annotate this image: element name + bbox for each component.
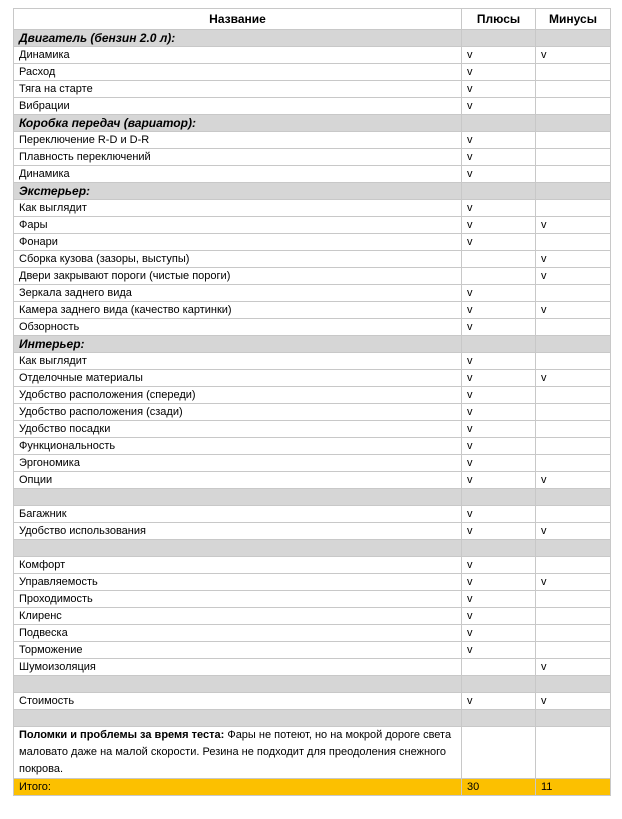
row-name: Удобство расположения (сзади) (14, 404, 462, 421)
row-name: Камера заднего вида (качество картинки) (14, 302, 462, 319)
evaluation-table (13, 8, 611, 796)
table-body (14, 30, 611, 727)
minus-mark: v (536, 47, 611, 64)
plus-mark: v (462, 438, 536, 455)
minus-mark (536, 625, 611, 642)
row-name: Комфорт (14, 557, 462, 574)
row-name: Сборка кузова (зазоры, выступы) (14, 251, 462, 268)
table-row (14, 472, 611, 489)
plus-mark: v (462, 421, 536, 438)
plus-mark: v (462, 574, 536, 591)
plus-mark: v (462, 472, 536, 489)
minus-mark (536, 387, 611, 404)
minus-mark: v (536, 251, 611, 268)
minus-mark (536, 353, 611, 370)
plus-mark: v (462, 642, 536, 659)
minus-mark: v (536, 523, 611, 540)
plus-mark: v (462, 47, 536, 64)
row-name: Зеркала заднего вида (14, 285, 462, 302)
row-name: Стоимость (14, 693, 462, 710)
minus-mark: v (536, 217, 611, 234)
table-row (14, 387, 611, 404)
plus-mark: v (462, 132, 536, 149)
section-title: Интерьер: (14, 336, 462, 353)
minus-mark (536, 608, 611, 625)
notes-text: Фары не потеют, но на мокрой дороге света маловато даже на малой скорости. Резина не подходит для преодоления снежного покрова. (19, 729, 452, 775)
notes-label: Поломки и проблемы за время теста: (19, 729, 225, 741)
total-label: Итого: (14, 779, 462, 796)
table-row (14, 268, 611, 285)
plus-mark: v (462, 234, 536, 251)
table-row (14, 659, 611, 676)
section-row (14, 115, 611, 132)
minus-mark (536, 557, 611, 574)
plus-mark: v (462, 149, 536, 166)
row-name: Тяга на старте (14, 81, 462, 98)
blank-row (14, 710, 611, 727)
row-name: Функциональность (14, 438, 462, 455)
row-name: Проходимость (14, 591, 462, 608)
minus-mark (536, 200, 611, 217)
minus-mark (536, 404, 611, 421)
row-name: Как выглядит (14, 200, 462, 217)
table-row (14, 608, 611, 625)
table-row (14, 557, 611, 574)
row-name: Фары (14, 217, 462, 234)
table-row (14, 149, 611, 166)
plus-mark: v (462, 370, 536, 387)
minus-mark: v (536, 268, 611, 285)
row-name: Торможение (14, 642, 462, 659)
plus-mark: v (462, 166, 536, 183)
row-name: Шумоизоляция (14, 659, 462, 676)
row-name: Удобство посадки (14, 421, 462, 438)
table-row (14, 234, 611, 251)
row-name: Обзорность (14, 319, 462, 336)
section-row (14, 336, 611, 353)
table-row (14, 523, 611, 540)
plus-mark: v (462, 81, 536, 98)
minus-mark (536, 166, 611, 183)
row-name: Эргономика (14, 455, 462, 472)
minus-mark (536, 591, 611, 608)
header-name: Название (14, 9, 462, 30)
table-row (14, 98, 611, 115)
plus-mark: v (462, 625, 536, 642)
minus-mark (536, 149, 611, 166)
plus-mark: v (462, 506, 536, 523)
table-row (14, 285, 611, 302)
table-row (14, 574, 611, 591)
plus-mark: v (462, 693, 536, 710)
header-minus: Минусы (536, 9, 611, 30)
row-name: Переключение R-D и D-R (14, 132, 462, 149)
minus-mark: v (536, 472, 611, 489)
minus-mark: v (536, 659, 611, 676)
plus-mark (462, 659, 536, 676)
table-row (14, 421, 611, 438)
row-name: Как выглядит (14, 353, 462, 370)
row-name: Удобство расположения (спереди) (14, 387, 462, 404)
row-name: Багажник (14, 506, 462, 523)
row-name: Отделочные материалы (14, 370, 462, 387)
plus-mark: v (462, 98, 536, 115)
table-row (14, 64, 611, 81)
blank-row (14, 489, 611, 506)
notes-row (14, 727, 611, 779)
minus-mark (536, 81, 611, 98)
plus-mark: v (462, 455, 536, 472)
table-row (14, 251, 611, 268)
total-row (14, 779, 611, 796)
table-row (14, 353, 611, 370)
total-minus: 11 (536, 779, 611, 796)
minus-mark (536, 319, 611, 336)
table-row (14, 625, 611, 642)
row-name: Динамика (14, 47, 462, 64)
row-name: Плавность переключений (14, 149, 462, 166)
table-row (14, 455, 611, 472)
row-name: Клиренс (14, 608, 462, 625)
row-name: Вибрации (14, 98, 462, 115)
table-row (14, 506, 611, 523)
row-name: Расход (14, 64, 462, 81)
minus-mark: v (536, 370, 611, 387)
minus-mark (536, 642, 611, 659)
row-name: Опции (14, 472, 462, 489)
table-row (14, 438, 611, 455)
plus-mark: v (462, 608, 536, 625)
minus-mark (536, 455, 611, 472)
section-row (14, 183, 611, 200)
table-row (14, 642, 611, 659)
plus-mark: v (462, 217, 536, 234)
plus-mark: v (462, 200, 536, 217)
section-title: Коробка передач (вариатор): (14, 115, 462, 132)
plus-mark: v (462, 557, 536, 574)
notes-cell (14, 727, 462, 779)
minus-mark: v (536, 574, 611, 591)
table-row (14, 370, 611, 387)
plus-mark: v (462, 353, 536, 370)
plus-mark: v (462, 319, 536, 336)
minus-mark: v (536, 302, 611, 319)
table-row (14, 166, 611, 183)
plus-mark: v (462, 387, 536, 404)
row-name: Двери закрывают пороги (чистые пороги) (14, 268, 462, 285)
section-title: Двигатель (бензин 2.0 л): (14, 30, 462, 47)
table-row (14, 217, 611, 234)
table-row (14, 200, 611, 217)
table-row (14, 302, 611, 319)
minus-mark (536, 234, 611, 251)
table-row (14, 693, 611, 710)
table-row (14, 404, 611, 421)
plus-mark: v (462, 302, 536, 319)
table-row (14, 81, 611, 98)
minus-mark (536, 285, 611, 302)
row-name: Фонари (14, 234, 462, 251)
table-row (14, 47, 611, 64)
minus-mark: v (536, 693, 611, 710)
row-name: Подвеска (14, 625, 462, 642)
minus-mark (536, 421, 611, 438)
table-row (14, 591, 611, 608)
row-name: Управляемость (14, 574, 462, 591)
plus-mark: v (462, 591, 536, 608)
minus-mark (536, 98, 611, 115)
row-name: Удобство использования (14, 523, 462, 540)
minus-mark (536, 64, 611, 81)
plus-mark (462, 268, 536, 285)
blank-row (14, 676, 611, 693)
plus-mark: v (462, 64, 536, 81)
minus-mark (536, 438, 611, 455)
minus-mark (536, 506, 611, 523)
table-row (14, 319, 611, 336)
plus-mark (462, 251, 536, 268)
section-title: Экстерьер: (14, 183, 462, 200)
section-row (14, 30, 611, 47)
total-plus: 30 (462, 779, 536, 796)
blank-row (14, 540, 611, 557)
header-row (14, 9, 611, 30)
table-row (14, 132, 611, 149)
plus-mark: v (462, 285, 536, 302)
plus-mark: v (462, 523, 536, 540)
plus-mark: v (462, 404, 536, 421)
header-plus: Плюсы (462, 9, 536, 30)
row-name: Динамика (14, 166, 462, 183)
minus-mark (536, 132, 611, 149)
